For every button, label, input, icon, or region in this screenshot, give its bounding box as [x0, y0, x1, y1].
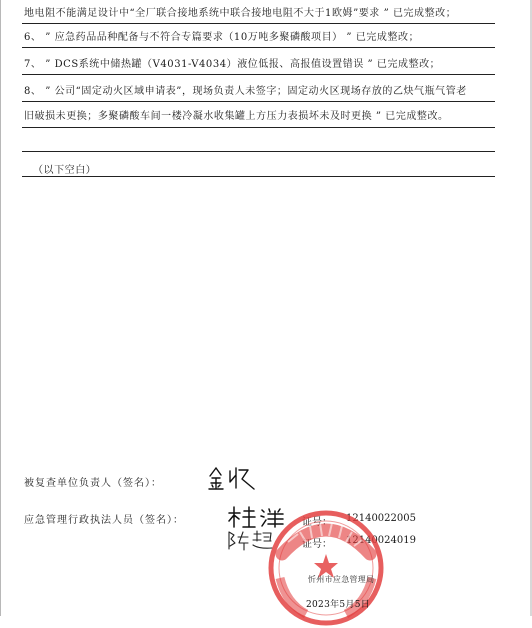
item-8-continuation: 旧破损未更换；多聚磷酸车间一楼冷凝水收集罐上方压力表损坏未及时更换 ” 已完成整改。	[24, 111, 449, 122]
rule-line	[22, 127, 495, 128]
blank-note: （以下空白）	[33, 165, 97, 176]
rule-line	[22, 176, 495, 177]
item-6: 6、 ” 应急药品品种配备与不符合专篇要求（10万吨多聚磷酸项目） ” 已完成整改；	[24, 32, 420, 43]
cert-label-2: 证号：	[302, 539, 332, 550]
item-7: 7、 ” DCS系统中储热罐（V4031-V4034）液位低报、高报值设置错误 ” 已完成整改；	[24, 59, 441, 70]
rule-line	[22, 23, 495, 24]
stamp-date-text: 2023年5月5日	[306, 600, 371, 610]
page-border-left	[0, 0, 1, 616]
rule-line	[22, 47, 495, 48]
rule-line	[22, 101, 495, 102]
cert-label-1: 证号：	[302, 517, 332, 528]
item-5-continuation: 地电阻不能满足设计中“全厂联合接地系统中联合接地电阻不大于1欧姆”要求 ” 已完成整改；	[24, 8, 457, 19]
officer-signature-label: 应急管理行政执法人员（签名）：	[24, 515, 184, 526]
stamp-authority-text: 忻州市应急管理局	[308, 575, 375, 584]
item-8: 8、 ” 公司“固定动火区域申请表”，现场负责人未签字；固定动火区现场存放的乙炔气瓶气管老	[24, 86, 467, 97]
cert-number-1: 12140022005	[346, 513, 416, 524]
handwritten-signature-1	[206, 462, 260, 492]
cert-number-2: 12140024019	[346, 535, 416, 546]
rule-line	[22, 151, 495, 152]
inspected-unit-signature-label: 被复查单位负责人（签名）：	[24, 478, 162, 489]
rule-line	[22, 74, 495, 75]
official-stamp	[266, 508, 386, 628]
stamp-seal-graphic	[266, 508, 386, 628]
